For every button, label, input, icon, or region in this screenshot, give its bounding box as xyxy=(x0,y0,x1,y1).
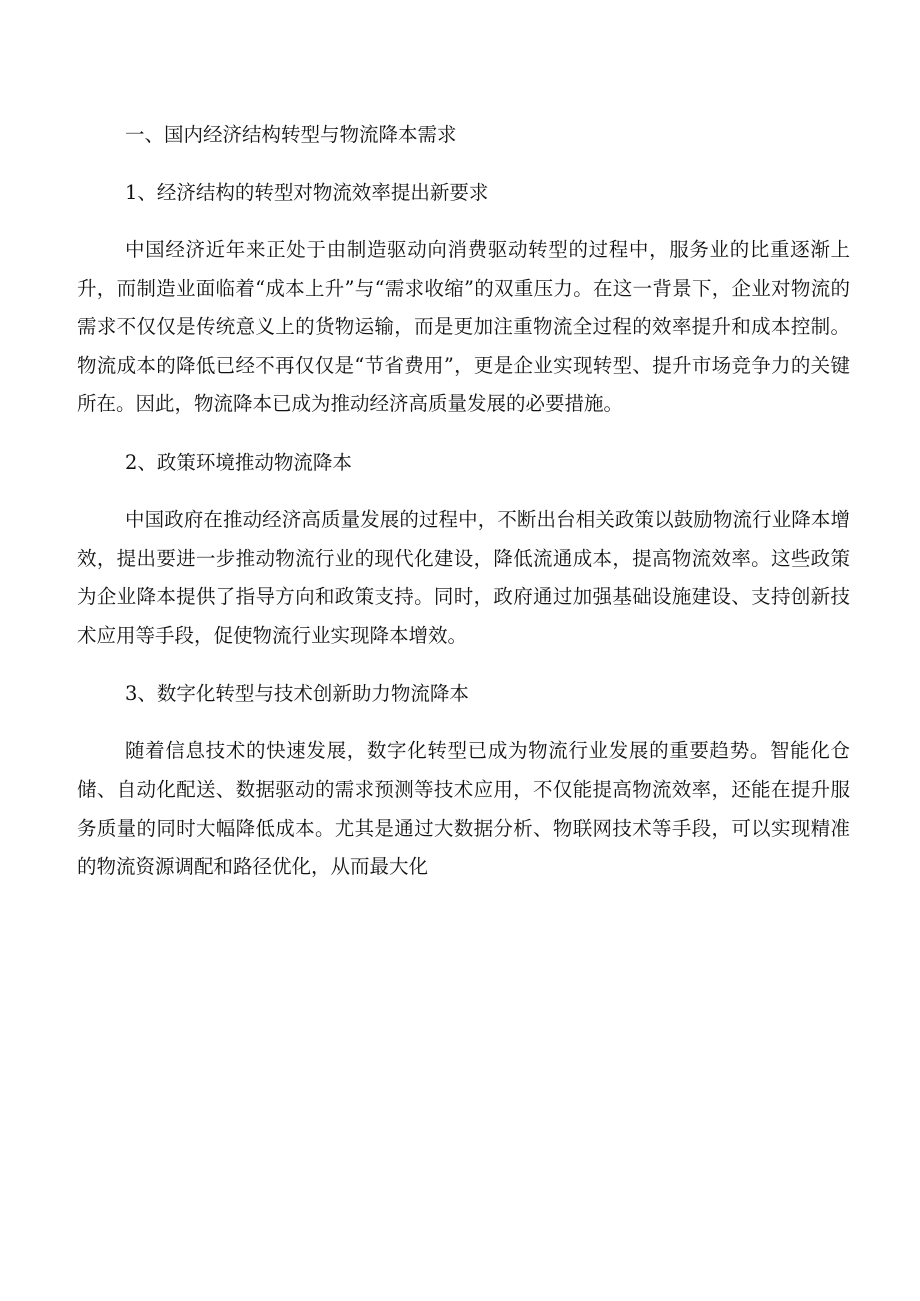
subsection-heading-3: 3、数字化转型与技术创新助力物流降本 xyxy=(125,682,469,706)
paragraph-3: 随着信息技术的快速发展，数字化转型已成为物流行业发展的重要趋势。智能化仓储、自动化配送、数据驱动的需求预测等技术应用，不仅能提高物流效率，还能在提升服务质量的同时大幅降低成本。尤其是通过大数据分析、物联网技术等手段，可以实现精准的物流资源调配和路径优化，从而最大化 xyxy=(77,739,850,879)
paragraph-1: 中国经济近年来正处于由制造驱动向消费驱动转型的过程中，服务业的比重逐渐上升，而制造业面临着“成本上升”与“需求收缩”的双重压力。在这一背景下，企业对物流的需求不仅仅是传统意义上的货物运输，而是更加注重物流全过程的效率提升和成本控制。物流成本的降低已经不再仅仅是“节省费用”，更是企业实现转型、提升市场竞争力的关键所在。因此，物流降本已成为推动经济高质量发展的必要措施。 xyxy=(77,238,850,416)
document-body xyxy=(77,106,850,897)
subsection-heading-2: 2、政策环境推动物流降本 xyxy=(125,450,352,474)
section-title: 一、国内经济结构转型与物流降本需求 xyxy=(125,123,457,146)
subsection-heading-1: 1、经济结构的转型对物流效率提出新要求 xyxy=(125,181,489,204)
paragraph-2: 中国政府在推动经济高质量发展的过程中，不断出台相关政策以鼓励物流行业降本增效，提出要进一步推动物流行业的现代化建设，降低流通成本，提高物流效率。这些政策为企业降本提供了指导方向和政策支持。同时，政府通过加强基础设施建设、支持创新技术应用等手段，促使物流行业实现降本增效。 xyxy=(77,507,850,647)
